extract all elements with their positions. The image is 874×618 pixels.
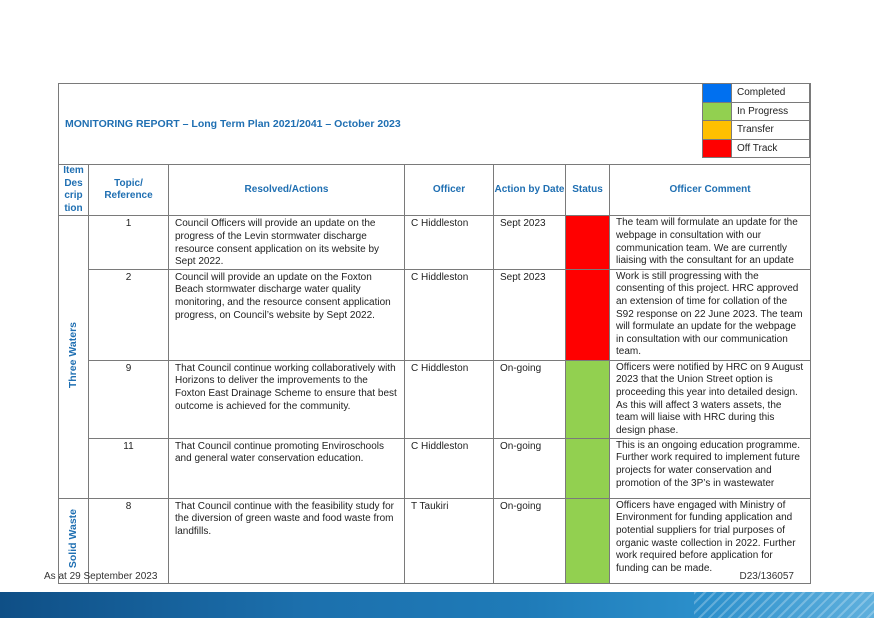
legend-swatch — [703, 121, 732, 140]
header-topic-reference: Topic/ Reference — [89, 165, 169, 216]
officer-name: C Hiddleston — [405, 438, 494, 498]
table-row — [59, 498, 811, 583]
footer-pattern — [694, 592, 874, 618]
status-cell — [566, 438, 610, 498]
footer-date: As at 29 September 2023 — [44, 571, 158, 582]
footer-doc-ref: D23/136057 — [739, 571, 794, 582]
action-date: On-going — [494, 360, 566, 438]
header-action-by-date: Action by Date — [494, 165, 566, 216]
action-date: Sept 2023 — [494, 216, 566, 269]
officer-name: C Hiddleston — [405, 269, 494, 360]
action-date: On-going — [494, 438, 566, 498]
officer-name: T Taukiri — [405, 498, 494, 583]
table-row — [59, 269, 811, 360]
officer-name: C Hiddleston — [405, 360, 494, 438]
topic-reference: 8 — [89, 498, 169, 583]
group-label: Solid Waste — [67, 508, 80, 569]
legend-row — [703, 139, 810, 158]
table-row — [59, 216, 811, 269]
topic-reference: 2 — [89, 269, 169, 360]
group-three-waters — [59, 216, 89, 498]
legend-swatch — [703, 102, 732, 121]
resolved-action: That Council continue promoting Enviroschools and general water conservation education. — [169, 438, 405, 498]
topic-reference: 11 — [89, 438, 169, 498]
officer-comment: This is an ongoing education programme. Further work required to implement future projects for water conservation and promotion of the 3P’s in wastewater — [610, 438, 811, 498]
legend-label: Transfer — [732, 121, 810, 140]
status-cell — [566, 216, 610, 269]
header-officer-comment: Officer Comment — [610, 165, 811, 216]
header-officer: Officer — [405, 165, 494, 216]
resolved-action: That Council continue working collaboratively with Horizons to deliver the improvements to the Foxton East Drainage Scheme to ensure that best outcome is achieved for the community. — [169, 360, 405, 438]
group-label: Three Waters — [67, 321, 80, 388]
status-cell — [566, 360, 610, 438]
table-row — [59, 360, 811, 438]
report-title: MONITORING REPORT – Long Term Plan 2021/2041 – October 2023 — [59, 84, 811, 165]
legend-label: Off Track — [732, 139, 810, 158]
resolved-action: Council will provide an update on the Foxton Beach stormwater discharge water quality monitoring, and the resource consent application progress, on Council’s website by Sept 2022. — [169, 269, 405, 360]
table-row — [59, 438, 811, 498]
action-date: Sept 2023 — [494, 269, 566, 360]
header-resolved-actions: Resolved/Actions — [169, 165, 405, 216]
legend-label: In Progress — [732, 102, 810, 121]
action-date: On-going — [494, 498, 566, 583]
header-status: Status — [566, 165, 610, 216]
officer-name: C Hiddleston — [405, 216, 494, 269]
legend-swatch — [703, 84, 732, 103]
monitoring-table — [58, 83, 811, 584]
officer-comment: Officers were notified by HRC on 9 August 2023 that the Union Street option is proceeding this year into detailed design. As this will affect 3 waters assets, the team will liaise with HRC during this design phase. — [610, 360, 811, 438]
legend-label: Completed — [732, 84, 810, 103]
officer-comment: The team will formulate an update for the webpage in consultation with our communication team. We are currently liaising with the consultant for an update — [610, 216, 811, 269]
status-legend — [702, 83, 810, 158]
status-cell — [566, 269, 610, 360]
header-item-description: Item Des crip tion — [59, 165, 89, 216]
legend-swatch — [703, 139, 732, 158]
resolved-action: That Council continue with the feasibility study for the diversion of green waste and food waste from landfills. — [169, 498, 405, 583]
status-cell — [566, 498, 610, 583]
officer-comment: Officers have engaged with Ministry of Environment for funding application and potential suppliers for trial purposes of organic waste collection in 2022. Further work required before application for funding can be made. — [610, 498, 811, 583]
topic-reference: 9 — [89, 360, 169, 438]
topic-reference: 1 — [89, 216, 169, 269]
footer-band — [0, 592, 874, 618]
legend-row — [703, 121, 810, 140]
resolved-action: Council Officers will provide an update on the progress of the Levin stormwater discharge resource consent application on its website by Sept 2022. — [169, 216, 405, 269]
legend-row — [703, 84, 810, 103]
officer-comment: Work is still progressing with the consenting of this project. HRC approved an extension of time for collation of the S92 response on 22 June 2023. The team will formulate an update for the webpage in consultation with our communication team. — [610, 269, 811, 360]
legend-row — [703, 102, 810, 121]
